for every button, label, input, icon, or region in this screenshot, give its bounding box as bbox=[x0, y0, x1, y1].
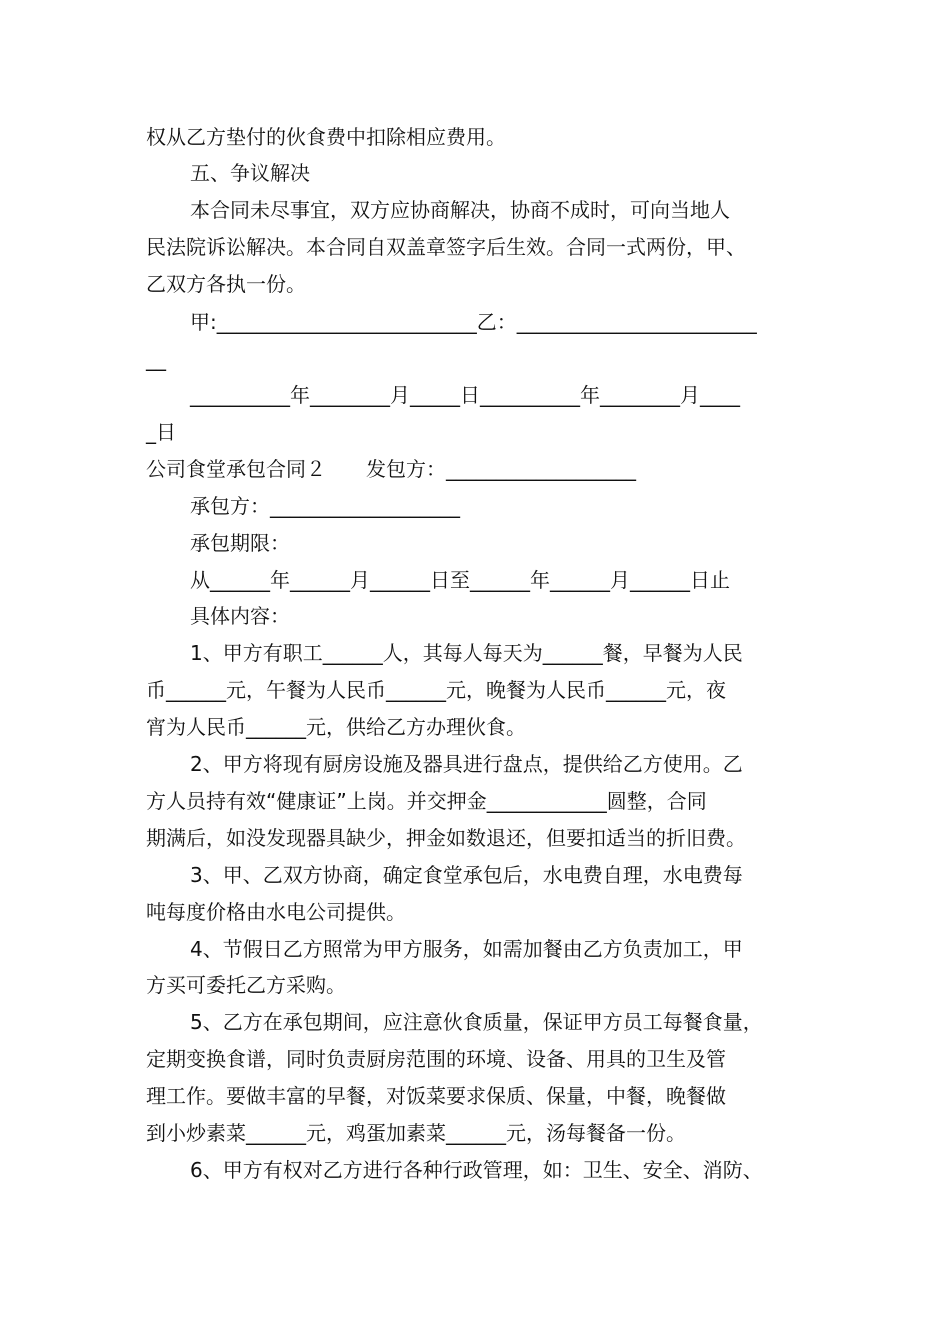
clause-line: 1、甲方有职工______人，其每人每天为______餐，早餐为人民 bbox=[190, 641, 743, 665]
text-line: 币______元，午餐为人民币______元，晚餐为人民币______元，夜 bbox=[146, 678, 726, 702]
text-line: 期满后，如没发现器具缺少，押金如数退还，但要扣适当的折旧费。 bbox=[146, 826, 746, 850]
text-line: 承包期限： bbox=[190, 531, 290, 555]
clause-line: 3、甲、乙双方协商，确定食堂承包后，水电费自理，水电费每 bbox=[190, 863, 743, 887]
text-line: 定期变换食谱，同时负责厨房范围的环境、设备、用具的卫生及管 bbox=[146, 1047, 726, 1071]
clause-line: 5、乙方在承包期间，应注意伙食质量，保证甲方员工每餐食量， bbox=[190, 1010, 763, 1034]
text-line: 民法院诉讼解决。本合同自双盖章签字后生效。合同一式两份，甲、 bbox=[146, 235, 746, 259]
text-line: 乙双方各执一份。 bbox=[146, 272, 306, 296]
text-line: 具体内容： bbox=[190, 604, 290, 628]
text-line: 到小炒素菜______元，鸡蛋加素菜______元，汤每餐备一份。 bbox=[146, 1121, 686, 1145]
text-line: _日 bbox=[146, 420, 176, 444]
text-line: 本合同未尽事宜，双方应协商解决，协商不成时，可向当地人 bbox=[190, 198, 730, 222]
clause-line: 6、甲方有权对乙方进行各种行政管理，如：卫生、安全、消防、 bbox=[190, 1158, 763, 1182]
date-line: __________年________月_____日__________年________月____ bbox=[190, 383, 740, 407]
text-line: 从______年______月______日至______年______月______日止 bbox=[190, 568, 730, 592]
text-line: 吨每度价格由水电公司提供。 bbox=[146, 900, 406, 924]
text-line: 承包方：___________________ bbox=[190, 494, 460, 518]
text-line: 权从乙方垫付的伙食费中扣除相应费用。 bbox=[146, 125, 506, 149]
clause-line: 2、甲方将现有厨房设施及器具进行盘点，提供给乙方使用。乙 bbox=[190, 752, 743, 776]
text-line: 理工作。要做丰富的早餐，对饭菜要求保质、保量，中餐，晚餐做 bbox=[146, 1084, 726, 1108]
contract-title-line: 公司食堂承包合同２ 发包方：___________________ bbox=[146, 457, 636, 481]
signature-line: 甲:__________________________乙：________________________ bbox=[190, 310, 757, 334]
text-line: 方买可委托乙方采购。 bbox=[146, 973, 346, 997]
text-line: 方人员持有效“健康证”上岗。并交押金____________圆整，合同 bbox=[146, 789, 707, 813]
text-line: 宵为人民币______元，供给乙方办理伙食。 bbox=[146, 715, 526, 739]
clause-line: 4、节假日乙方照常为甲方服务，如需加餐由乙方负责加工，甲 bbox=[190, 937, 743, 961]
section-heading: 五、争议解决 bbox=[190, 161, 310, 185]
text-line: __ bbox=[146, 347, 166, 371]
